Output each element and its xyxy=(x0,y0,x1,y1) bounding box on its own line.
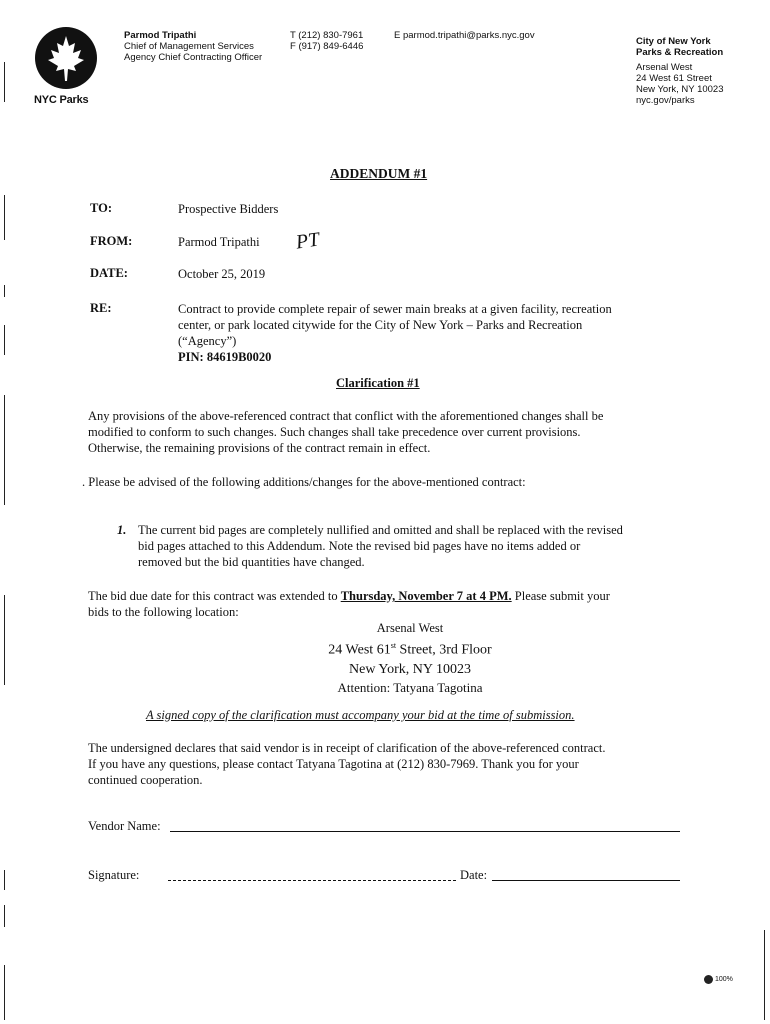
scan-mark xyxy=(4,325,5,355)
due-line xyxy=(88,588,688,604)
fax: F (917) 849-6446 xyxy=(290,41,364,52)
date-label: DATE: xyxy=(90,266,128,280)
address-line: New York, NY 10023 xyxy=(636,84,724,95)
scan-mark xyxy=(764,930,765,1020)
signature-field[interactable] xyxy=(168,880,456,881)
closing-line: continued cooperation. xyxy=(88,773,203,787)
item-text xyxy=(138,522,698,570)
date-value: October 25, 2019 xyxy=(178,267,266,281)
closing-line: If you have any questions, please contact Tatyana Tagotina at (212) 830-7969. Thank you for your xyxy=(88,757,579,771)
paragraph-line: Any provisions of the above-referenced contract that conflict with the aforementioned changes shall be xyxy=(88,409,604,423)
paragraph-line: Otherwise, the remaining provisions of the contract remain in effect. xyxy=(88,441,431,455)
address-line: Arsenal West xyxy=(636,62,693,73)
recycled-paper-badge xyxy=(704,975,733,984)
scan-mark xyxy=(4,195,5,240)
re-line: center, or park located citywide for the City of New York – Parks and Recreation xyxy=(178,318,583,332)
pin-number: PIN: 84619B0020 xyxy=(178,350,272,364)
closing-paragraph xyxy=(88,740,688,788)
re-label: RE: xyxy=(90,301,112,315)
re-line: Contract to provide complete repair of sewer main breaks at a given facility, recreation xyxy=(178,302,612,316)
location-city: New York, NY 10023 xyxy=(349,661,471,677)
scan-mark xyxy=(4,285,5,297)
sender-name: Parmod Tripathi xyxy=(124,30,197,41)
re-line: (“Agency”) xyxy=(178,334,237,348)
phone: T (212) 830-7961 xyxy=(290,30,364,41)
website: nyc.gov/parks xyxy=(636,95,695,106)
badge-text: 100% xyxy=(715,976,733,983)
handwritten-initials: PT xyxy=(294,228,321,254)
clarification-heading: Clarification #1 xyxy=(336,376,420,390)
sender-title: Chief of Management Services xyxy=(124,41,254,52)
location-street: 24 West 61st Street, 3rd Floor xyxy=(328,641,492,658)
addendum-title: ADDENDUM #1 xyxy=(330,166,428,181)
due-date-highlight: Thursday, November 7 at 4 PM. xyxy=(340,589,512,603)
to-value: Prospective Bidders xyxy=(178,202,279,216)
sender-block xyxy=(124,30,262,63)
item-line: removed but the bid quantities have changed. xyxy=(138,555,365,569)
to-label: TO: xyxy=(90,201,112,215)
org-dept: Parks & Recreation xyxy=(636,47,724,58)
closing-line: The undersigned declares that said vendor is in receipt of clarification of the above-referenced contract. xyxy=(88,741,606,755)
logo-text: NYC Parks xyxy=(34,94,89,106)
due-prefix: The bid due date for this contract was extended to xyxy=(88,589,341,603)
location-attention: Attention: Tatyana Tagotina xyxy=(337,679,483,695)
re-text xyxy=(178,301,678,365)
advisement-paragraph: . Please be advised of the following additions/changes for the above-mentioned contract: xyxy=(82,475,526,489)
due-line-2: bids to the following location: xyxy=(88,605,239,619)
scan-mark xyxy=(4,905,5,927)
from-value: Parmod Tripathi xyxy=(178,235,260,249)
due-date-paragraph xyxy=(88,588,688,620)
org-name: City of New York xyxy=(636,36,711,47)
scan-mark xyxy=(4,870,5,890)
scan-mark xyxy=(4,62,5,102)
scan-mark xyxy=(4,965,5,1020)
email: E parmod.tripathi@parks.nyc.gov xyxy=(394,30,535,41)
scan-mark xyxy=(4,395,5,505)
provisions-paragraph xyxy=(88,408,688,456)
from-label: FROM: xyxy=(90,234,133,248)
signed-copy-note: A signed copy of the clarification must accompany your bid at the time of submission. xyxy=(146,708,575,722)
date-field[interactable] xyxy=(492,880,680,881)
paragraph-line: modified to conform to such changes. Such changes shall take precedence over current provisions. xyxy=(88,425,581,439)
date-field-label: Date: xyxy=(460,868,488,882)
scan-mark xyxy=(4,595,5,685)
due-suffix: Please submit your xyxy=(511,589,610,603)
nyc-parks-logo xyxy=(34,26,98,90)
location-building: Arsenal West xyxy=(376,621,444,635)
item-line: The current bid pages are completely nullified and omitted and shall be replaced with the revised xyxy=(138,523,623,537)
vendor-name-field[interactable] xyxy=(170,831,680,832)
item-number: 1. xyxy=(117,523,127,537)
address-line: 24 West 61 Street xyxy=(636,73,712,84)
recycle-icon xyxy=(704,975,713,984)
vendor-name-label: Vendor Name: xyxy=(88,819,161,833)
maple-leaf-icon xyxy=(34,26,98,90)
submission-location xyxy=(260,620,560,697)
sender-title-2: Agency Chief Contracting Officer xyxy=(124,52,263,63)
item-line: bid pages attached to this Addendum. Note the revised bid pages have no items added or xyxy=(138,539,581,553)
signature-label: Signature: xyxy=(88,868,140,882)
org-address-block xyxy=(636,36,724,106)
contact-numbers xyxy=(290,30,363,52)
